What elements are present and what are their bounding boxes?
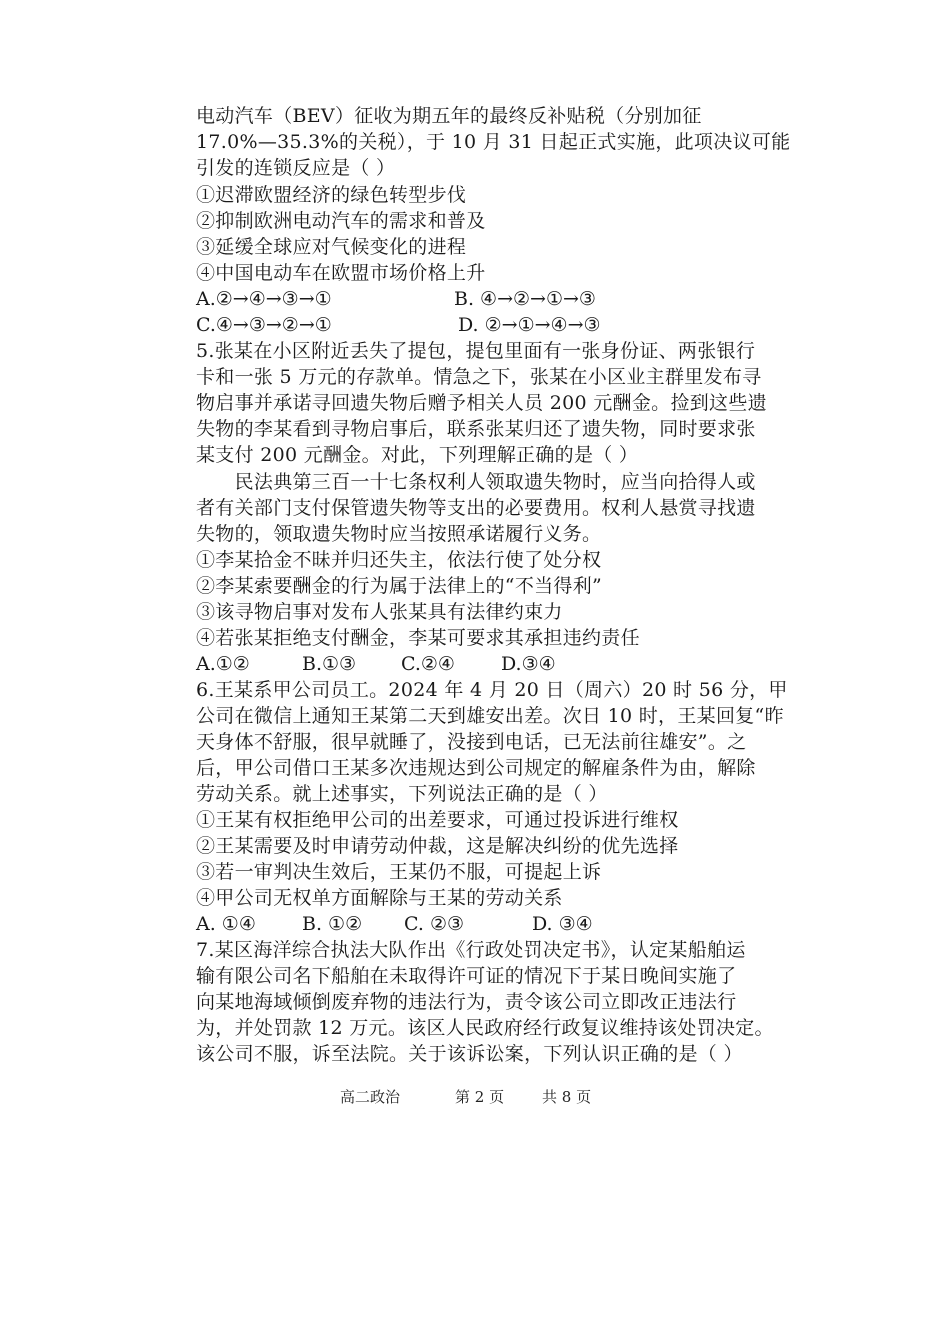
q4-option-a: A.②→④→③→①	[196, 288, 332, 310]
q6-item: ①王某有权拒绝甲公司的出差要求，可通过投诉进行维权	[196, 809, 679, 831]
footer-page-number: 第 2 页	[455, 1088, 505, 1106]
q5-material-line: 者有关部门支付保管遗失物等支出的必要费用。权利人悬赏寻找遗	[196, 497, 756, 519]
q6-option-b: B. ①②	[302, 913, 363, 935]
q5-stem-line: 5.张某在小区附近丢失了提包，提包里面有一张身份证、两张银行	[196, 340, 756, 362]
q6-stem-line: 公司在微信上通知王某第二天到雄安出差。次日 10 时，王某回复“昨	[196, 705, 784, 727]
q4-item: ③延缓全球应对气候变化的进程	[196, 236, 467, 258]
q5-material-line: 民法典第三百一十七条权利人领取遗失物时，应当向拾得人或	[196, 471, 756, 493]
q4-stem-line: 17.0%—35.3%的关税），于 10 月 31 日起正式实施，此项决议可能	[196, 131, 791, 153]
q5-stem-line: 卡和一张 5 万元的存款单。情急之下，张某在小区业主群里发布寻	[196, 366, 762, 388]
q4-stem-line: 引发的连锁反应是（ ）	[196, 157, 396, 179]
q4-item: ④中国电动车在欧盟市场价格上升	[196, 262, 486, 284]
q5-item: ①李某拾金不昧并归还失主，依法行使了处分权	[196, 549, 602, 571]
q7-stem-line: 输有限公司名下船舶在未取得许可证的情况下于某日晚间实施了	[196, 965, 737, 987]
q6-item: ②王某需要及时申请劳动仲裁，这是解决纠纷的优先选择	[196, 835, 679, 857]
q4-item: ①迟滞欧盟经济的绿色转型步伐	[196, 184, 467, 206]
q6-option-c: C. ②③	[404, 913, 465, 935]
q4-stem-line: 电动汽车（BEV）征收为期五年的最终反补贴税（分别加征	[196, 105, 702, 127]
q6-stem-line: 劳动关系。就上述事实，下列说法正确的是（ ）	[196, 783, 608, 805]
q4-option-d: D. ②→①→④→③	[458, 314, 601, 336]
q5-stem-line: 物启事并承诺寻回遗失物后赠予相关人员 200 元酬金。捡到这些遗	[196, 392, 767, 414]
q7-stem-line: 向某地海域倾倒废弃物的违法行为，责令该公司立即改正违法行	[196, 991, 737, 1013]
q4-option-c: C.④→③→②→①	[196, 314, 332, 336]
q7-stem-line: 该公司不服，诉至法院。关于该诉讼案，下列认识正确的是（ ）	[196, 1043, 743, 1065]
footer-total-pages: 共 8 页	[542, 1088, 592, 1106]
q5-item: ②李某索要酬金的行为属于法律上的“不当得利”	[196, 575, 603, 597]
q5-stem-line: 某支付 200 元酬金。对此，下列理解正确的是（ ）	[196, 444, 639, 466]
footer-subject: 高二政治	[340, 1088, 401, 1106]
q6-stem-line: 天身体不舒服，很早就睡了，没接到电话，已无法前往雄安”。之	[196, 731, 747, 753]
q5-option-b: B.①③	[302, 653, 357, 675]
q5-option-c: C.②④	[401, 653, 455, 675]
q5-stem-line: 失物的李某看到寻物启事后，联系张某归还了遗失物，同时要求张	[196, 418, 756, 440]
q6-item: ③若一审判决生效后，王某仍不服，可提起上诉	[196, 861, 602, 883]
q4-option-b: B. ④→②→①→③	[454, 288, 596, 310]
q5-material-line: 失物的，领取遗失物时应当按照承诺履行义务。	[196, 523, 602, 545]
q5-option-d: D.③④	[501, 653, 556, 675]
q7-stem-line: 7.某区海洋综合执法大队作出《行政处罚决定书》，认定某船舶运	[196, 939, 746, 961]
q4-item: ②抑制欧洲电动汽车的需求和普及	[196, 210, 486, 232]
q5-item: ③该寻物启事对发布人张某具有法律约束力	[196, 601, 563, 623]
q6-option-a: A. ①④	[196, 913, 256, 935]
q7-stem-line: 为，并处罚款 12 万元。该区人民政府经行政复议维持该处罚决定。	[196, 1017, 774, 1039]
q6-option-d: D. ③④	[532, 913, 593, 935]
q6-stem-line: 6.王某系甲公司员工。2024 年 4 月 20 日（周六）20 时 56 分，甲	[196, 679, 788, 701]
q5-option-a: A.①②	[196, 653, 250, 675]
q6-stem-line: 后，甲公司借口王某多次违规达到公司规定的解雇条件为由，解除	[196, 757, 756, 779]
q6-item: ④甲公司无权单方面解除与王某的劳动关系	[196, 887, 563, 909]
q5-item: ④若张某拒绝支付酬金，李某可要求其承担违约责任	[196, 627, 640, 649]
